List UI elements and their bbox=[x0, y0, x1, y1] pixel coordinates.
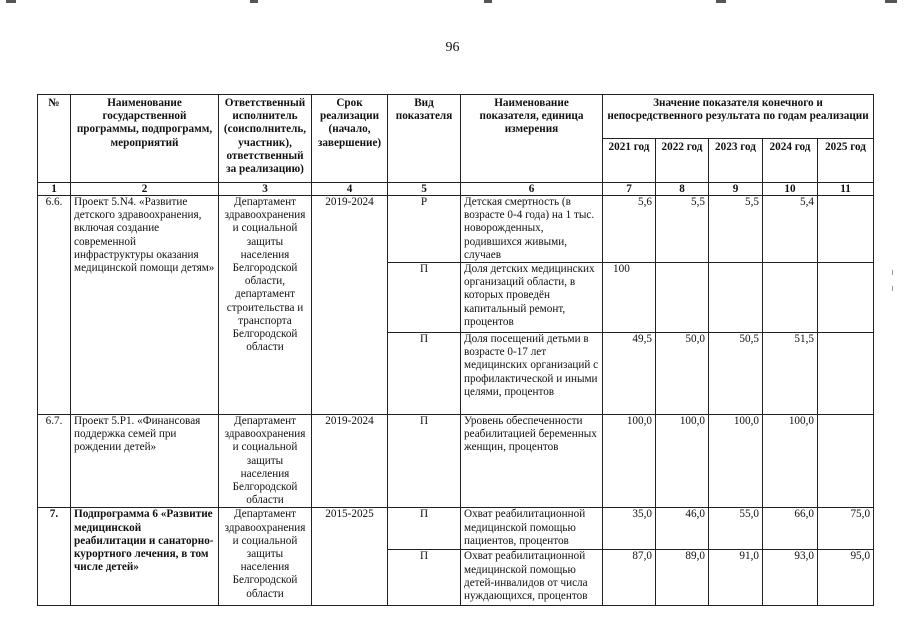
column-number: 1 bbox=[38, 183, 71, 196]
column-number: 3 bbox=[219, 183, 312, 196]
row-term: 2015-2025 bbox=[312, 508, 388, 606]
row-number: 6.7. bbox=[38, 415, 71, 508]
indicator-value: 5,5 bbox=[709, 196, 763, 263]
indicator-value bbox=[763, 263, 818, 333]
indicator-value: 66,0 bbox=[763, 508, 818, 550]
indicator-value: 91,0 bbox=[709, 550, 763, 606]
indicator-type: П bbox=[388, 263, 461, 333]
indicator-value bbox=[818, 196, 874, 263]
indicator-value: 100,0 bbox=[656, 415, 709, 508]
header-year: 2024 год bbox=[763, 139, 818, 183]
header-year: 2023 год bbox=[709, 139, 763, 183]
indicator-name: Доля посещений детьми в возрасте 0-17 лет медицинских организаций с профилактической и иными целями, процентов bbox=[461, 333, 603, 415]
indicator-name: Охват реабилитационной медицинской помощью пациентов, процентов bbox=[461, 508, 603, 550]
column-number: 4 bbox=[312, 183, 388, 196]
indicator-name: Охват реабилитационной медицинской помощью детей-инвалидов от числа нуждающихся, процентов bbox=[461, 550, 603, 606]
header-values-group: Значение показателя конечного и непосредственного результата по годам реализации bbox=[603, 95, 874, 139]
header-responsible: Ответственный исполнитель (соисполнитель, участник), ответственный за реализацию) bbox=[219, 95, 312, 183]
indicator-value: 100,0 bbox=[763, 415, 818, 508]
row-name: Проект 5.N4. «Развитие детского здравоохранения, включая создание современной инфраструктуры оказания медицинской помощи детям» bbox=[71, 196, 219, 415]
indicator-value bbox=[818, 333, 874, 415]
indicator-value: 50,0 bbox=[656, 333, 709, 415]
column-number: 9 bbox=[709, 183, 763, 196]
indicator-value: 35,0 bbox=[603, 508, 656, 550]
indicator-value bbox=[818, 415, 874, 508]
scan-artifact bbox=[6, 0, 16, 3]
indicator-value: 49,5 bbox=[603, 333, 656, 415]
row-number: 7. bbox=[38, 508, 71, 606]
indicator-value: 50,5 bbox=[709, 333, 763, 415]
row-term: 2019-2024 bbox=[312, 415, 388, 508]
column-number: 11 bbox=[818, 183, 874, 196]
column-number: 5 bbox=[388, 183, 461, 196]
table-row bbox=[38, 196, 874, 263]
indicator-type: Р bbox=[388, 196, 461, 263]
row-responsible: Департамент здравоохранения и социальной защиты населения Белгородской области, департамент строительства и транспорта Белгородской области bbox=[219, 196, 312, 415]
indicator-value: 100,0 bbox=[603, 415, 656, 508]
column-number: 10 bbox=[763, 183, 818, 196]
indicator-value: 75,0 bbox=[818, 508, 874, 550]
indicator-table bbox=[37, 94, 874, 606]
indicator-value bbox=[656, 263, 709, 333]
row-term: 2019-2024 bbox=[312, 196, 388, 415]
indicator-value bbox=[709, 263, 763, 333]
column-number: 6 bbox=[461, 183, 603, 196]
indicator-value: 5,5 bbox=[656, 196, 709, 263]
scan-artifact bbox=[892, 286, 893, 291]
indicator-value: 100 bbox=[603, 263, 656, 333]
scan-artifact bbox=[892, 270, 893, 275]
indicator-type: П bbox=[388, 550, 461, 606]
indicator-value: 87,0 bbox=[603, 550, 656, 606]
row-responsible: Департамент здравоохранения и социальной защиты населения Белгородской области bbox=[219, 508, 312, 606]
indicator-type: П bbox=[388, 415, 461, 508]
column-numbers-row bbox=[38, 183, 874, 196]
row-responsible: Департамент здравоохранения и социальной защиты населения Белгородской области bbox=[219, 415, 312, 508]
row-name: Проект 5.P1. «Финансовая поддержка семей при рождении детей» bbox=[71, 415, 219, 508]
column-number: 2 bbox=[71, 183, 219, 196]
indicator-value: 93,0 bbox=[763, 550, 818, 606]
header-year: 2025 год bbox=[818, 139, 874, 183]
header-indicator-name: Наименование показателя, единица измерения bbox=[461, 95, 603, 183]
indicator-type: П bbox=[388, 333, 461, 415]
indicator-type: П bbox=[388, 508, 461, 550]
table-row bbox=[38, 415, 874, 508]
indicator-value: 89,0 bbox=[656, 550, 709, 606]
indicator-value: 55,0 bbox=[709, 508, 763, 550]
scan-artifact bbox=[484, 0, 492, 3]
indicator-value: 51,5 bbox=[763, 333, 818, 415]
header-year: 2021 год bbox=[603, 139, 656, 183]
indicator-name: Уровень обеспеченности реабилитацией беременных женщин, процентов bbox=[461, 415, 603, 508]
row-number: 6.6. bbox=[38, 196, 71, 415]
indicator-name: Доля детских медицинских организаций области, в которых проведён капитальный ремонт, процентов bbox=[461, 263, 603, 333]
column-number: 7 bbox=[603, 183, 656, 196]
table-header bbox=[38, 95, 874, 196]
indicator-value: 95,0 bbox=[818, 550, 874, 606]
table-body bbox=[38, 196, 874, 606]
indicator-value: 5,4 bbox=[763, 196, 818, 263]
scan-artifact bbox=[250, 0, 258, 3]
row-name: Подпрограмма 6 «Развитие медицинской реабилитации и санаторно-курортного лечения, в том числе детей» bbox=[71, 508, 219, 606]
table-row bbox=[38, 508, 874, 550]
indicator-value: 100,0 bbox=[709, 415, 763, 508]
header-term: Срок реализации (начало, завершение) bbox=[312, 95, 388, 183]
indicator-name: Детская смертность (в возрасте 0-4 года) на 1 тыс. новорожденных, родившихся живыми, случаев bbox=[461, 196, 603, 263]
header-year: 2022 год bbox=[656, 139, 709, 183]
indicator-value bbox=[818, 263, 874, 333]
page-number: 96 bbox=[445, 40, 460, 55]
scan-artifact bbox=[885, 0, 897, 3]
indicator-value: 46,0 bbox=[656, 508, 709, 550]
header-no: № bbox=[38, 95, 71, 183]
indicator-value: 5,6 bbox=[603, 196, 656, 263]
column-number: 8 bbox=[656, 183, 709, 196]
header-name: Наименование государственной программы, подпрограмм, мероприятий bbox=[71, 95, 219, 183]
header-indicator-type: Вид показателя bbox=[388, 95, 461, 183]
scan-artifact bbox=[716, 0, 726, 3]
